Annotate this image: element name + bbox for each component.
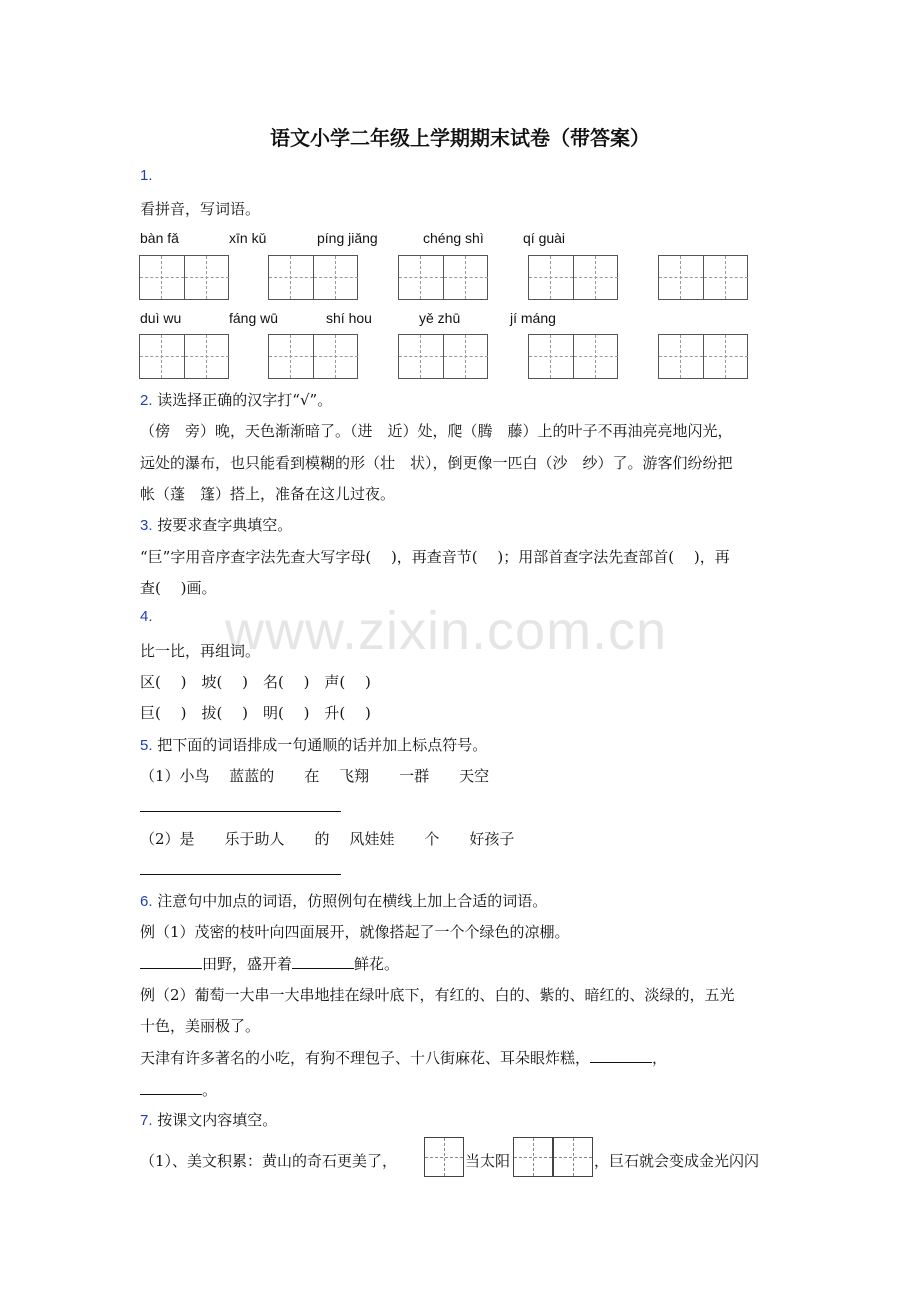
q2-prompt: 读选择正确的汉字打“√”。 — [157, 391, 333, 409]
writing-grid[interactable] — [528, 334, 618, 379]
q3-prompt: 按要求查字典填空。 — [157, 516, 293, 534]
question-number-3: 3. — [140, 517, 153, 534]
answer-line[interactable] — [140, 811, 341, 812]
question-number-1: 1. — [140, 167, 153, 184]
pinyin-9: yě zhū — [419, 310, 461, 326]
q3-line-1: “巨”字用音序查字法先查大写字母( )，再查音节( )；用部首查字法先查部首( )，再 — [140, 548, 730, 566]
page-title: 语文小学二年级上学期期末试卷（带答案） — [270, 126, 650, 150]
pinyin-5: qí guài — [523, 230, 566, 246]
q6-prompt: 注意句中加点的词语，仿照例句在横线上加上合适的词语。 — [157, 892, 548, 910]
pinyin-4: chéng shì — [423, 230, 484, 246]
pinyin-3: píng jiǎng — [317, 230, 378, 246]
q6-fill-1-text-b: 鲜花。 — [354, 955, 400, 973]
q6-example-2-line-1: 例（2）葡萄一大串一大串地挂在绿叶底下，有红的、白的、紫的、暗红的、淡绿的，五光 — [140, 986, 735, 1004]
q2-line-3: 帐（蓬 篷）搭上，准备在这儿过夜。 — [140, 485, 396, 503]
q2-line-1: （傍 旁）晚，天色渐渐暗了。（进 近）处，爬（腾 藤）上的叶子不再油亮亮地闪光， — [140, 422, 733, 440]
question-number-5: 5. — [140, 737, 153, 754]
fill-blank[interactable] — [590, 1046, 652, 1063]
q6-fill-2 — [140, 1046, 667, 1068]
q4-instruction: 比一比，再组词。 — [140, 642, 261, 660]
q6-fill-2-text-a: 天津有许多著名的小吃，有狗不理包子、十八街麻花、耳朵眼炸糕， — [140, 1049, 591, 1067]
q6-fill-3 — [140, 1078, 217, 1100]
q3-line-2: 查( )画。 — [140, 579, 217, 597]
pinyin-10: jí máng — [510, 310, 556, 326]
q4-line-1: 区( ) 坡( ) 名( ) 声( ) — [140, 673, 371, 691]
q5-item-2: （2）是 乐于助人 的 风娃娃 个 好孩子 — [140, 830, 515, 848]
writing-grid[interactable] — [268, 255, 358, 300]
q7-item-1-text-a: （1）、美文积累：黄山的奇石更美了， — [140, 1152, 398, 1170]
writing-grid[interactable] — [398, 334, 488, 379]
q4-line-2: 巨( ) 拔( ) 明( ) 升( ) — [140, 704, 371, 722]
question-number-7: 7. — [140, 1112, 153, 1129]
fill-blank[interactable] — [140, 952, 202, 969]
answer-line[interactable] — [140, 874, 341, 875]
question-number-4: 4. — [140, 608, 153, 625]
writing-grid[interactable] — [528, 255, 618, 300]
writing-grid[interactable] — [139, 255, 229, 300]
q7-item-1-text-b: 当太阳 — [465, 1152, 511, 1170]
writing-grid[interactable] — [139, 334, 229, 379]
q6-example-1: 例（1）茂密的枝叶向四面展开，就像搭起了一个个绿色的凉棚。 — [140, 923, 570, 941]
question-7 — [140, 1109, 277, 1130]
q2-line-2: 远处的瀑布，也只能看到模糊的形（壮 状），倒更像一匹白（沙 纱）了。游客们纷纷把 — [140, 454, 733, 472]
q7-prompt: 按课文内容填空。 — [157, 1111, 278, 1129]
fill-blank[interactable] — [140, 1078, 202, 1095]
question-number-6: 6. — [140, 893, 153, 910]
q5-prompt: 把下面的词语排成一句通顺的话并加上标点符号。 — [157, 736, 488, 754]
fill-blank[interactable] — [292, 952, 354, 969]
q6-example-2-line-2: 十色，美丽极了。 — [140, 1017, 261, 1035]
writing-grid[interactable] — [398, 255, 488, 300]
q6-fill-3-text: 。 — [202, 1081, 218, 1099]
question-number-2: 2. — [140, 392, 153, 409]
q5-item-1: （1）小鸟 蓝蓝的 在 飞翔 一群 天空 — [140, 767, 490, 785]
question-5 — [140, 734, 487, 755]
writing-grid[interactable] — [658, 255, 748, 300]
pinyin-1: bàn fǎ — [140, 230, 179, 246]
q1-instruction: 看拼音，写词语。 — [140, 200, 261, 218]
pinyin-8: shí hou — [326, 310, 372, 326]
q6-fill-1-text-a: 田野，盛开着 — [202, 955, 293, 973]
q6-fill-1 — [140, 952, 399, 974]
q7-item-1-text-c: ，巨石就会变成金光闪闪 — [594, 1152, 760, 1170]
pinyin-6: duì wu — [140, 310, 182, 326]
character-box[interactable] — [553, 1137, 593, 1177]
pinyin-2: xīn kǔ — [229, 230, 267, 246]
watermark: www.zixin.com.cn — [225, 601, 668, 661]
character-box[interactable] — [424, 1137, 464, 1177]
character-box[interactable] — [513, 1137, 553, 1177]
pinyin-7: fáng wū — [229, 310, 279, 326]
question-2 — [140, 389, 332, 410]
writing-grid[interactable] — [658, 334, 748, 379]
writing-grid[interactable] — [268, 334, 358, 379]
q6-fill-2-text-b: ， — [652, 1049, 668, 1067]
question-6 — [140, 890, 547, 911]
question-3 — [140, 514, 292, 535]
